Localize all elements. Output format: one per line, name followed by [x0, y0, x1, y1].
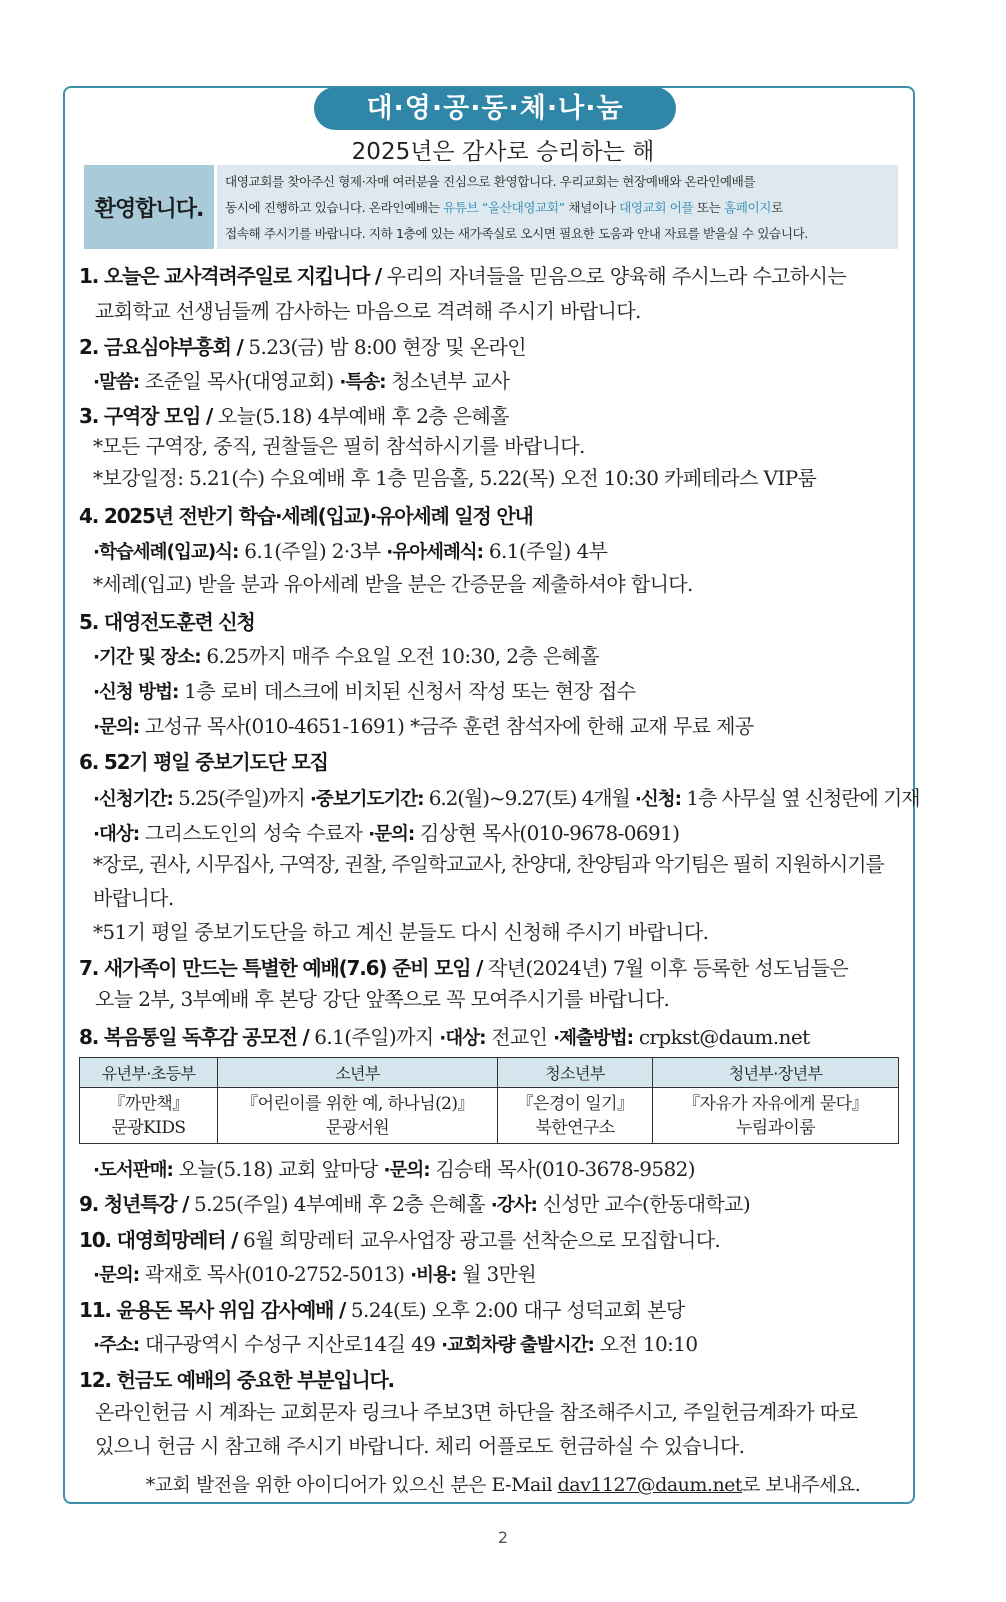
item-text: 5.24(토) 오후 2:00 대구 성덕교회 본당: [345, 1298, 685, 1322]
item-6-line: [93, 782, 919, 811]
field-value: 1층 사무실 옆 신청란에 기재: [681, 786, 920, 810]
table-cell: [653, 1088, 899, 1144]
field-value: 월 3만원: [456, 1262, 537, 1286]
item-4: [79, 500, 533, 529]
page-subtitle: 2025년은 감사로 승리하는 해: [351, 139, 655, 165]
item-12: [79, 1364, 394, 1393]
book-title: 『자유가 자유에게 묻다』: [683, 1093, 868, 1114]
field-value: 곽재호 목사(010-2752-5013): [139, 1262, 411, 1286]
footer-text: 로 보내주세요.: [742, 1474, 861, 1496]
contest-table: [79, 1057, 899, 1144]
item-heading: 8. 복음통일 독후감 공모전 /: [79, 1025, 309, 1049]
item-10-line: [93, 1258, 536, 1287]
item-5: [79, 606, 255, 635]
table-cell: [498, 1088, 653, 1144]
field-label: ·대상:: [439, 1028, 486, 1049]
book-publisher: 누림과이룸: [735, 1117, 816, 1138]
item-heading: 11. 윤용돈 목사 위임 감사예배 /: [79, 1298, 346, 1322]
field-value: 6.25까지 매주 수요일 오전 10:30, 2층 은혜홀: [200, 644, 599, 668]
item-heading: 2. 금요심야부흥회 /: [79, 335, 243, 359]
contact-email-link[interactable]: dav1127@daum.net: [557, 1474, 743, 1496]
welcome-line: 대영교회를 찾아주신 형제·자매 여러분을 진심으로 환영합니다. 우리교회는 현장예배와 온라인예배를: [225, 174, 756, 189]
item-heading: 12. 헌금도 예배의 중요한 부분입니다.: [79, 1368, 394, 1392]
field-label: ·교회차량 출발시간:: [441, 1335, 594, 1356]
item-10: [79, 1224, 720, 1253]
book-publisher: 문광서원: [325, 1117, 390, 1138]
item-12-line: 있으니 헌금 시 참고해 주시기 바랍니다. 체리 어플로도 헌금하실 수 있습니다.: [95, 1434, 745, 1458]
item-6-line: *51기 평일 중보기도단을 하고 계신 분들도 다시 신청해 주시기 바랍니다.: [93, 920, 709, 944]
column-header: 청소년부: [498, 1058, 653, 1088]
item-heading: 7. 새가족이 만드는 특별한 예배(7.6) 준비 모임 /: [79, 956, 483, 980]
submission-email[interactable]: crpkst@daum.net: [633, 1025, 810, 1049]
item-heading: 6. 52기 평일 중보기도단 모집: [79, 750, 328, 774]
item-7: [79, 952, 848, 981]
field-value: 6.2(월)~9.27(토) 4개월: [423, 786, 635, 810]
item-text: 5.23(금) 밤 8:00 현장 및 온라인: [242, 335, 526, 359]
book-title: 『어린이를 위한 예, 하나님(2)』: [241, 1093, 474, 1114]
welcome-text-part: 로: [771, 200, 783, 215]
item-heading: 9. 청년특강 /: [79, 1192, 189, 1216]
table-header-row: [80, 1058, 899, 1088]
item-text: 5.25(주일) 4부예배 후 2층 은혜홀: [188, 1192, 491, 1216]
item-6-line: *장로, 권사, 시무집사, 구역장, 권찰, 주일학교교사, 찬양대, 찬양팀과 악기팀은 필히 지원하시기를: [93, 852, 884, 876]
footer-text: *교회 발전을 위한 아이디어가 있으신 분은 E-Mail: [145, 1474, 558, 1496]
item-12-line: 온라인헌금 시 계좌는 교회문자 링크나 주보3면 하단을 참조해주시고, 주일헌금계좌가 따로: [95, 1400, 858, 1424]
book-publisher: 문광KIDS: [111, 1117, 186, 1138]
book-title: 『은경이 일기』: [516, 1093, 634, 1114]
item-6-line: 바랍니다.: [93, 886, 174, 910]
field-label: ·문의:: [93, 717, 140, 738]
field-value: 오전 10:10: [593, 1332, 698, 1356]
field-value: 김상현 목사(010-9678-0691): [414, 821, 680, 845]
item-3-line: *보강일정: 5.21(수) 수요예배 후 1층 믿음홀, 5.22(목) 오전 10:30 카페테라스 VIP룸: [93, 466, 817, 490]
field-label: ·강사:: [490, 1195, 537, 1216]
field-value: 오늘(5.18) 교회 앞마당: [172, 1157, 384, 1181]
field-label: ·주소:: [93, 1335, 140, 1356]
item-8-line: [93, 1153, 695, 1182]
field-value: 그리스도인의 성숙 수료자: [139, 821, 369, 845]
field-value: 전교인: [485, 1025, 554, 1049]
item-2: [79, 331, 526, 360]
item-4-line: [93, 535, 607, 564]
field-label: ·문의:: [368, 824, 415, 845]
item-3-line: *모든 구역장, 중직, 권찰들은 필히 참석하시기를 바랍니다.: [93, 434, 585, 458]
table-row: [80, 1088, 899, 1144]
item-text: 작년(2024년) 7월 이후 등록한 성도님들은: [482, 956, 849, 980]
footer-note: [0, 1470, 1006, 1497]
field-label: ·문의:: [383, 1160, 430, 1181]
field-value: 6.1(주일) 2·3부: [238, 539, 387, 563]
field-value: 1층 로비 데스크에 비치된 신청서 작성 또는 현장 접수: [178, 679, 636, 703]
item-heading: 5. 대영전도훈련 신청: [79, 610, 255, 634]
item-6-line: [93, 817, 680, 846]
field-value: 5.25(주일)까지: [172, 786, 310, 810]
field-label: ·특송:: [339, 372, 386, 393]
book-title: 『까만책』: [108, 1093, 189, 1114]
field-value: 고성규 목사(010-4651-1691) *금주 훈련 참석자에 한해 교재 무료 제공: [139, 714, 754, 738]
item-8: [79, 1021, 810, 1050]
field-label: ·문의:: [93, 1265, 140, 1286]
field-label: ·학습세례(입교)식:: [93, 542, 239, 563]
field-label: ·신청:: [634, 789, 682, 810]
column-header: 유년부·초등부: [80, 1058, 218, 1088]
field-label: ·도서판매:: [93, 1160, 173, 1181]
field-value: 신성만 교수(한동대학교): [536, 1192, 751, 1216]
item-heading: 10. 대영희망레터 /: [79, 1228, 238, 1252]
column-header: 소년부: [218, 1058, 498, 1088]
field-value: 김승태 목사(010-3678-9582): [429, 1157, 695, 1181]
item-11-line: [93, 1328, 698, 1357]
page-number: 2: [497, 1528, 509, 1547]
field-label: ·대상:: [93, 824, 140, 845]
item-text: 6.1(주일)까지: [308, 1025, 440, 1049]
item-5-line: [93, 640, 599, 669]
column-header: 청년부·장년부: [653, 1058, 899, 1088]
item-text: 6월 희망레터 교우사업장 광고를 선착순으로 모집합니다.: [237, 1228, 721, 1252]
item-heading: 4. 2025년 전반기 학습·세례(입교)·유아세례 일정 안내: [79, 504, 533, 528]
welcome-text-part: 채널이나: [564, 200, 620, 215]
welcome-label: 환영합니다.: [84, 165, 214, 249]
welcome-line: 접속해 주시기를 바랍니다. 지하 1층에 있는 새가족실로 오시면 필요한 도움과 안내 자료를 받을실 수 있습니다.: [225, 226, 808, 241]
item-5-line: [93, 710, 754, 739]
item-heading: 1. 오늘은 교사격려주일로 지킵니다 /: [79, 264, 381, 288]
field-label: ·유아세례식:: [386, 542, 484, 563]
item-5-line: [93, 675, 635, 704]
item-1: [79, 260, 846, 289]
welcome-message: [217, 165, 898, 249]
item-2-line: [93, 365, 509, 394]
field-label: ·기간 및 장소:: [93, 647, 201, 668]
item-6: [79, 746, 328, 775]
item-7-line: 오늘 2부, 3부예배 후 본당 강단 앞쪽으로 꼭 모여주시기를 바랍니다.: [95, 987, 670, 1011]
field-value: 청소년부 교사: [385, 369, 510, 393]
field-value: 6.1(주일) 4부: [483, 539, 608, 563]
item-1-line: 교회학교 선생님들께 감사하는 마음으로 격려해 주시기 바랍니다.: [95, 299, 641, 323]
item-4-line: *세례(입교) 받을 분과 유아세례 받을 분은 간증문을 제출하셔야 합니다.: [93, 572, 693, 596]
item-11: [79, 1294, 685, 1323]
field-label: ·제출방법:: [553, 1028, 634, 1049]
page-title: 대·영·공·동·체·나·눔: [314, 87, 676, 130]
item-3: [79, 400, 509, 429]
field-label: ·중보기도기간:: [309, 789, 424, 810]
app-link[interactable]: 대영교회 어플: [619, 200, 694, 215]
field-label: ·신청기간:: [93, 789, 173, 810]
youtube-channel-link[interactable]: 유튜브 “울산대영교회”: [443, 200, 565, 215]
item-text: 오늘(5.18) 4부예배 후 2층 은혜홀: [212, 404, 509, 428]
welcome-text-part: 또는: [693, 200, 725, 215]
welcome-text-part: 동시에 진행하고 있습니다. 온라인예배는: [225, 200, 444, 215]
homepage-link[interactable]: 홈페이지: [724, 200, 772, 215]
field-label: ·비용:: [410, 1265, 457, 1286]
field-label: ·말씀:: [93, 372, 140, 393]
field-value: 대구광역시 수성구 지산로14길 49: [139, 1332, 442, 1356]
table-cell: [80, 1088, 218, 1144]
item-heading: 3. 구역장 모임 /: [79, 404, 213, 428]
item-text: 우리의 자녀들을 믿음으로 양육해 주시느라 수고하시는: [380, 264, 847, 288]
item-9: [79, 1188, 750, 1217]
field-value: 조준일 목사(대영교회): [139, 369, 340, 393]
table-cell: [218, 1088, 498, 1144]
welcome-line: [225, 195, 890, 221]
field-label: ·신청 방법:: [93, 682, 179, 703]
book-publisher: 북한연구소: [535, 1117, 615, 1138]
